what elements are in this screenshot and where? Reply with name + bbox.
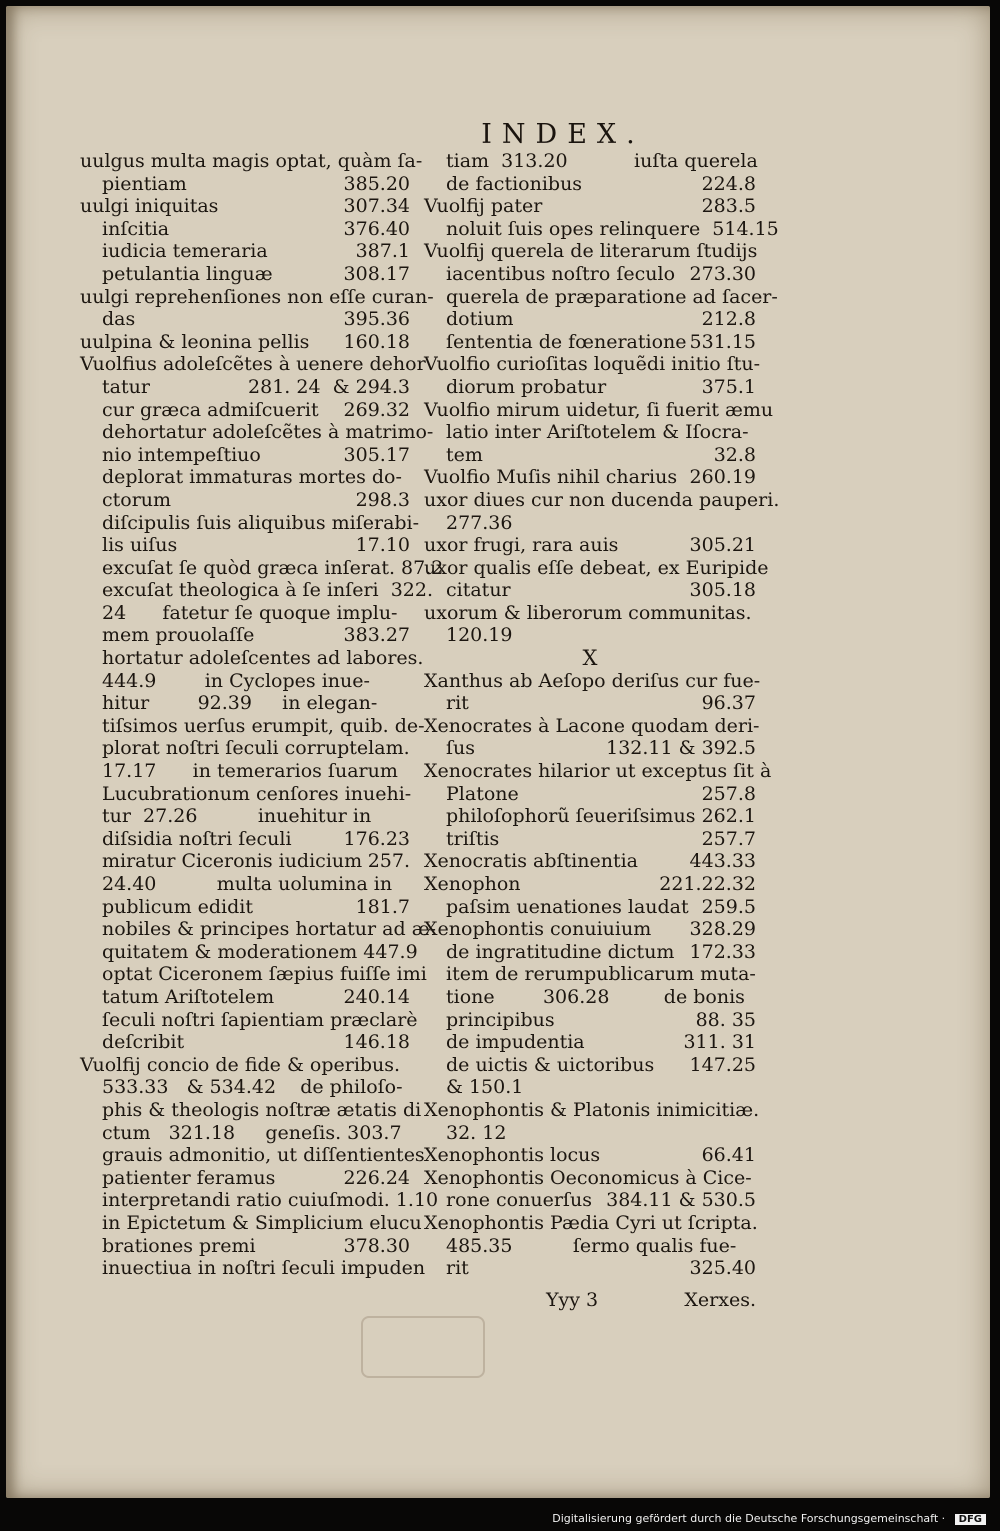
index-entry-line: [80, 647, 424, 670]
index-entry-line: [80, 986, 410, 1009]
entry-text: quitatem & moderationem 447.9: [102, 940, 418, 963]
index-entry-line: [80, 1098, 422, 1122]
index-entry-line: [80, 940, 418, 964]
index-entry-line: [424, 308, 756, 331]
index-entry-line: [424, 556, 769, 580]
entry-reference: 262.1: [701, 805, 756, 828]
entry-text: X: [582, 646, 598, 671]
entry-reference: 328.29: [689, 918, 756, 941]
index-entry-line: [80, 670, 410, 693]
index-entry-line: [424, 512, 756, 535]
entry-text: uulpina & leonina pellis: [80, 330, 310, 353]
entry-reference: 283.5: [701, 195, 756, 218]
entry-reference: 311. 31: [683, 1031, 756, 1054]
entry-text: lis uiſus: [102, 534, 178, 557]
entry-reference: 281. 24 & 294.3: [248, 375, 410, 398]
index-entry-line: [80, 896, 410, 919]
entry-text: diſsidia noſtri ſeculi: [102, 827, 292, 850]
entry-text: 24.40 multa uolumina in: [102, 873, 393, 895]
entry-text: phis & theologis noſtræ ætatis di: [102, 1098, 422, 1121]
entry-text: Vuolfio mirum uidetur, ſi fuerit æmu: [424, 398, 774, 421]
index-entry-line: [80, 783, 410, 806]
entry-reference: 257.7: [701, 827, 756, 850]
index-entry-line: [80, 444, 410, 467]
index-entry-line: [424, 1257, 756, 1280]
entry-text: mem prouolaſſe: [102, 624, 255, 647]
index-entry-line: [80, 963, 427, 986]
entry-text: ctum 321.18 geneſis. 303.7: [102, 1121, 402, 1144]
entry-reference: 132.11 & 392.5: [606, 737, 756, 760]
entry-text: philoſophorũ ſeueriſsimus: [446, 805, 696, 828]
index-entry-line: [80, 828, 410, 851]
index-entry-line: [424, 850, 756, 873]
entry-text: 533.33 & 534.42 de philoſo-: [102, 1076, 403, 1099]
index-entry-line: [80, 285, 434, 309]
index-entry-line: [424, 692, 756, 715]
index-entry-line: [80, 308, 410, 331]
index-entry-line: [80, 376, 410, 399]
entry-text: tatum Ariſtotelem: [102, 985, 275, 1008]
index-entry-line: [424, 941, 756, 964]
entry-text: tiam 313.20 iuſta querela: [446, 150, 758, 172]
index-entry-line: [80, 421, 434, 444]
index-entry-line: [424, 398, 774, 422]
entry-reference: 384.11 & 530.5: [606, 1189, 756, 1212]
index-entry-line: [424, 1189, 756, 1212]
entry-text: Xenocrates à Lacone quodam deri-: [424, 714, 760, 737]
entry-reference: 307.34: [343, 195, 410, 218]
entry-text: 24 fatetur ſe quoque implu-: [102, 601, 398, 624]
index-entry-line: [424, 828, 756, 851]
index-entry-line: [80, 1211, 422, 1235]
entry-reference: 325.40: [689, 1257, 756, 1280]
entry-text: deplorat immaturas mortes do-: [102, 466, 402, 489]
index-entry-line: [80, 1189, 439, 1212]
index-entry-line: [80, 1144, 425, 1167]
entry-text: brationes premi: [102, 1234, 256, 1257]
index-entry-line: [80, 1235, 410, 1258]
entry-text: excuſat theologica à ſe inſeri 322.: [102, 579, 434, 602]
footer-credit: Digitalisierung gefördert durch die Deutsche Forschungsgemeinschaft ·: [552, 1512, 946, 1525]
entry-text: Vuolfio Muſis nihil charius: [424, 466, 678, 489]
entry-reference: 32.8: [713, 443, 756, 466]
entry-text: hitur 92.39 in elegan-: [102, 692, 378, 715]
entry-reference: 146.18: [343, 1031, 410, 1054]
entry-text: uxor qualis eſſe debeat, ex Euripide: [424, 556, 769, 579]
entry-text: uulgi reprehenſiones non eſſe curan-: [80, 285, 434, 308]
entry-text: inſcitia: [102, 217, 170, 240]
index-entry-line: [424, 896, 756, 919]
entry-text: uxor diues cur non ducenda pauperi.: [424, 488, 780, 511]
entry-text: plorat noſtri ſeculi corruptelam.: [102, 737, 410, 760]
entry-text: latio inter Ariſtotelem & Iſocra-: [446, 421, 749, 444]
entry-text: deſcribit: [102, 1031, 185, 1054]
index-entry-line: [424, 488, 780, 512]
index-entry-line: [424, 624, 756, 647]
entry-reference: 305.18: [689, 579, 756, 602]
entry-text: Lucubrationum cenſores inuehi-: [102, 782, 412, 805]
index-entry-line: [424, 737, 756, 760]
index-entry-line: [424, 173, 756, 196]
entry-text: Xenophontis Pædia Cyri ut ſcripta.: [424, 1211, 758, 1234]
entry-text: rone conuerſus: [446, 1189, 592, 1212]
entry-text: tatur: [102, 375, 150, 398]
entry-text: Vuolfius adoleſcẽtes à uenere dehor: [80, 353, 426, 376]
entry-reference: 221.22.32: [659, 873, 756, 895]
entry-reference: 395.36: [343, 308, 410, 331]
entry-reference: 160.18: [343, 330, 410, 353]
index-entry-line: [424, 376, 756, 399]
index-entry-line: [424, 444, 756, 467]
entry-text: Xenophon: [424, 873, 521, 895]
index-entry-line: [424, 240, 756, 263]
entry-reference: 257.: [367, 850, 410, 873]
index-entry-line: [424, 217, 779, 241]
index-entry-line: [80, 1054, 410, 1077]
entry-text: publicum edidit: [102, 895, 254, 918]
entry-text: rit: [446, 1257, 469, 1280]
entry-reference: 308.17: [343, 262, 410, 285]
right-index-column: [424, 150, 780, 1280]
entry-text: excuſat ſe quòd græca inſerat. 87.2: [102, 556, 444, 579]
entry-text: dotium: [446, 308, 514, 331]
index-entry-line: [80, 624, 410, 647]
entry-reference: 260.19: [689, 466, 756, 489]
index-entry-line: [80, 692, 410, 715]
index-entry-line: [80, 850, 410, 873]
entry-text: in Epictetum & Simplicium elucu: [102, 1211, 422, 1234]
entry-reference: 378.30: [343, 1234, 410, 1257]
index-entry-line: [424, 263, 756, 286]
entry-reference: 17.10: [355, 534, 410, 557]
index-entry-line: [80, 556, 444, 580]
entry-text: iudicia temeraria: [102, 240, 268, 263]
section-letter: [424, 647, 756, 670]
entry-reference: 298.3: [355, 488, 410, 511]
entry-text: optat Ciceronem ſæpius fuiſſe imi: [102, 963, 427, 986]
entry-reference: 375.1: [701, 375, 756, 398]
index-entry-line: [80, 240, 410, 263]
entry-text: nobiles & principes hortatur ad æ-: [102, 918, 436, 941]
entry-text: paſsim uenationes laudat: [446, 895, 689, 918]
index-entry-line: [80, 1257, 426, 1280]
entry-text: ſus: [446, 737, 476, 760]
index-entry-line: [424, 873, 756, 896]
entry-text: Vuolfij querela de literarum ſtudijs: [424, 240, 758, 263]
entry-reference: 176.23: [343, 827, 410, 850]
entry-text: nio intempeſtiuo: [102, 443, 261, 466]
book-page: [6, 6, 990, 1498]
dfg-logo: DFG: [955, 1514, 986, 1525]
entry-reference: 212.8: [701, 308, 756, 331]
entry-text: ctorum: [102, 488, 172, 511]
entry-text: noluit ſuis opes relinquere 514.15: [446, 217, 779, 240]
index-entry-line: [80, 263, 410, 286]
entry-text: Platone: [446, 782, 519, 805]
entry-text: Vuolfij pater: [424, 195, 543, 218]
entry-text: uulgus multa magis optat, quàm ſa-: [80, 150, 423, 172]
index-entry-line: [424, 1144, 756, 1167]
index-entry-line: [80, 1122, 410, 1145]
entry-text: Xenophontis locus: [424, 1144, 601, 1167]
entry-text: de factionibus: [446, 172, 583, 195]
index-entry-line: [80, 511, 420, 535]
index-entry-line: [80, 760, 410, 783]
entry-text: Xenophontis Oeconomicus à Cice-: [424, 1166, 752, 1189]
entry-text: Vuolfio curioſitas loquẽdi initio ſtu-: [424, 353, 761, 376]
entry-text: 120.19: [446, 624, 513, 647]
left-index-column: [80, 150, 444, 1280]
entry-text: citatur: [446, 579, 511, 602]
entry-text: Vuolfij concio de fide & operibus.: [80, 1053, 401, 1076]
index-entry-line: [424, 285, 778, 309]
signature-mark: Yyy 3: [546, 1289, 599, 1311]
entry-reference: 385.20: [343, 172, 410, 195]
index-entry-line: [80, 873, 410, 896]
index-entry-line: [424, 579, 756, 602]
index-entry-line: [80, 399, 410, 422]
index-entry-line: [424, 150, 756, 173]
entry-reference: 240.14: [343, 985, 410, 1008]
entry-text: Xenophontis conuiuium: [424, 918, 652, 941]
index-entry-line: [80, 489, 410, 512]
entry-reference: 305.17: [343, 443, 410, 466]
index-entry-line: [424, 1009, 756, 1032]
entry-text: pientiam: [102, 172, 187, 195]
entry-text: grauis admonitio, ut diſſentientes: [102, 1144, 425, 1167]
entry-text: de uictis & uictoribus: [446, 1053, 655, 1076]
entry-reference: 305.21: [689, 534, 756, 557]
entry-text: Xenocratis abſtinentia: [424, 850, 638, 873]
entry-text: tione 306.28 de bonis: [446, 985, 745, 1008]
entry-reference: 257.8: [701, 782, 756, 805]
entry-text: & 150.1: [446, 1076, 524, 1099]
entry-reference: 387.1: [355, 240, 410, 263]
index-entry-line: [80, 466, 410, 489]
entry-reference: 224.8: [701, 172, 756, 195]
page-header: INDEX.: [481, 119, 645, 150]
index-entry-line: [424, 421, 756, 444]
index-entry-line: [424, 760, 772, 783]
index-entry-line: [424, 963, 756, 986]
index-entry-line: [424, 1098, 760, 1122]
index-entry-line: [80, 918, 436, 941]
index-entry-line: [424, 1212, 756, 1235]
entry-reference: 96.37: [701, 692, 756, 715]
entry-text: iacentibus noſtro ſeculo: [446, 262, 676, 285]
index-entry-line: [80, 150, 423, 173]
catchword: Xerxes.: [684, 1289, 756, 1311]
entry-reference: 181.7: [355, 895, 410, 918]
entry-text: diorum probatur: [446, 375, 607, 398]
entry-text: inuectiua in noſtri ſeculi impuden: [102, 1257, 426, 1280]
entry-text: 17.17 in temerarios ſuarum: [102, 760, 398, 783]
entry-text: 485.35 ſermo qualis fue-: [446, 1234, 737, 1257]
index-entry-line: [424, 602, 756, 625]
index-entry-line: [424, 783, 756, 806]
entry-text: patienter feramus: [102, 1166, 276, 1189]
entry-reference: 172.33: [689, 940, 756, 963]
entry-text: de ingratitudine dictum: [446, 940, 675, 963]
index-entry-line: [424, 1031, 756, 1054]
index-entry-line: [424, 1076, 756, 1099]
entry-reference: 443.33: [689, 850, 756, 873]
entry-text: 32. 12: [446, 1121, 507, 1144]
index-entry-line: [424, 195, 756, 218]
entry-text: tur 27.26 inuehitur in: [102, 805, 372, 828]
digitization-footer: [552, 1512, 986, 1525]
entry-reference: 226.24: [343, 1166, 410, 1189]
index-entry-line: [424, 805, 756, 828]
entry-reference: 376.40: [343, 217, 410, 240]
entry-text: miratur Ciceronis iudicium: [102, 850, 363, 873]
index-entry-line: [80, 331, 410, 354]
index-entry-line: [80, 353, 426, 376]
index-entry-line: [80, 737, 410, 760]
entry-text: rit: [446, 692, 469, 715]
index-entry-line: [80, 602, 410, 625]
entry-text: Xenocrates hilarior ut exceptus ſit à: [424, 760, 772, 783]
entry-text: tiſsimos uerſus erumpit, quib. de-: [102, 714, 425, 737]
index-entry-line: [424, 714, 760, 738]
entry-text: querela de præparatione ad ſacer-: [446, 285, 778, 308]
entry-text: tem: [446, 443, 483, 466]
entry-text: principibus: [446, 1008, 555, 1031]
entry-text: 444.9 in Cyclopes inue-: [102, 669, 370, 692]
entry-text: cur græca admiſcuerit: [102, 398, 319, 421]
index-entry-line: [80, 173, 410, 196]
entry-text: petulantia linguæ: [102, 262, 273, 285]
index-entry-line: [80, 534, 410, 557]
entry-text: diſcipulis ſuis aliquibus miſerabi-: [102, 511, 420, 534]
index-entry-line: [80, 714, 425, 738]
entry-text: ſententia de fœneratione: [446, 330, 687, 353]
entry-text: ſeculi noſtri ſapientiam præclarè: [102, 1008, 418, 1031]
entry-text: interpretandi ratio cuiuſmodi. 1.10: [102, 1189, 439, 1212]
index-entry-line: [424, 534, 756, 557]
entry-text: de impudentia: [446, 1031, 585, 1054]
index-entry-line: [424, 1122, 756, 1145]
index-entry-line: [80, 1076, 410, 1099]
index-entry-line: [80, 805, 410, 828]
index-entry-line: [80, 218, 410, 241]
entry-text: hortatur adoleſcentes ad labores.: [102, 647, 424, 670]
entry-text: dehortatur adoleſcẽtes à matrimo-: [102, 421, 434, 444]
index-entry-line: [424, 918, 756, 941]
entry-reference: 269.32: [343, 398, 410, 421]
entry-reference: 147.25: [689, 1053, 756, 1076]
index-entry-line: [80, 1167, 410, 1190]
entry-text: uxor frugi, rara auis: [424, 534, 619, 557]
entry-text: triſtis: [446, 827, 500, 850]
index-entry-line: [424, 466, 756, 489]
entry-reference: 88. 35: [695, 1008, 756, 1031]
index-entry-line: [80, 195, 410, 218]
entry-text: das: [102, 308, 136, 331]
entry-text: uulgi iniquitas: [80, 195, 219, 218]
entry-reference: 531.15: [689, 330, 756, 353]
index-entry-line: [424, 1235, 756, 1258]
index-entry-line: [80, 1008, 418, 1032]
index-entry-line: [80, 579, 434, 602]
entry-text: item de rerumpublicarum muta-: [446, 963, 756, 986]
entry-reference: 66.41: [701, 1144, 756, 1167]
entry-reference: 273.30: [689, 262, 756, 285]
entry-text: uxorum & liberorum communitas.: [424, 601, 752, 624]
index-entry-line: [424, 1167, 756, 1190]
index-entry-line: [424, 1054, 756, 1077]
entry-reference: 383.27: [343, 624, 410, 647]
index-entry-line: [424, 986, 756, 1009]
index-entry-line: [424, 353, 761, 376]
index-entry-line: [80, 1031, 410, 1054]
entry-reference: 259.5: [701, 895, 756, 918]
index-entry-line: [424, 331, 756, 354]
entry-text: Xanthus ab Aeſopo deriſus cur fue-: [424, 669, 761, 692]
index-entry-line: [424, 669, 761, 693]
entry-text: Xenophontis & Platonis inimicitiæ.: [424, 1098, 760, 1121]
entry-text: 277.36: [446, 511, 513, 534]
library-stamp-mark: [361, 1316, 485, 1378]
